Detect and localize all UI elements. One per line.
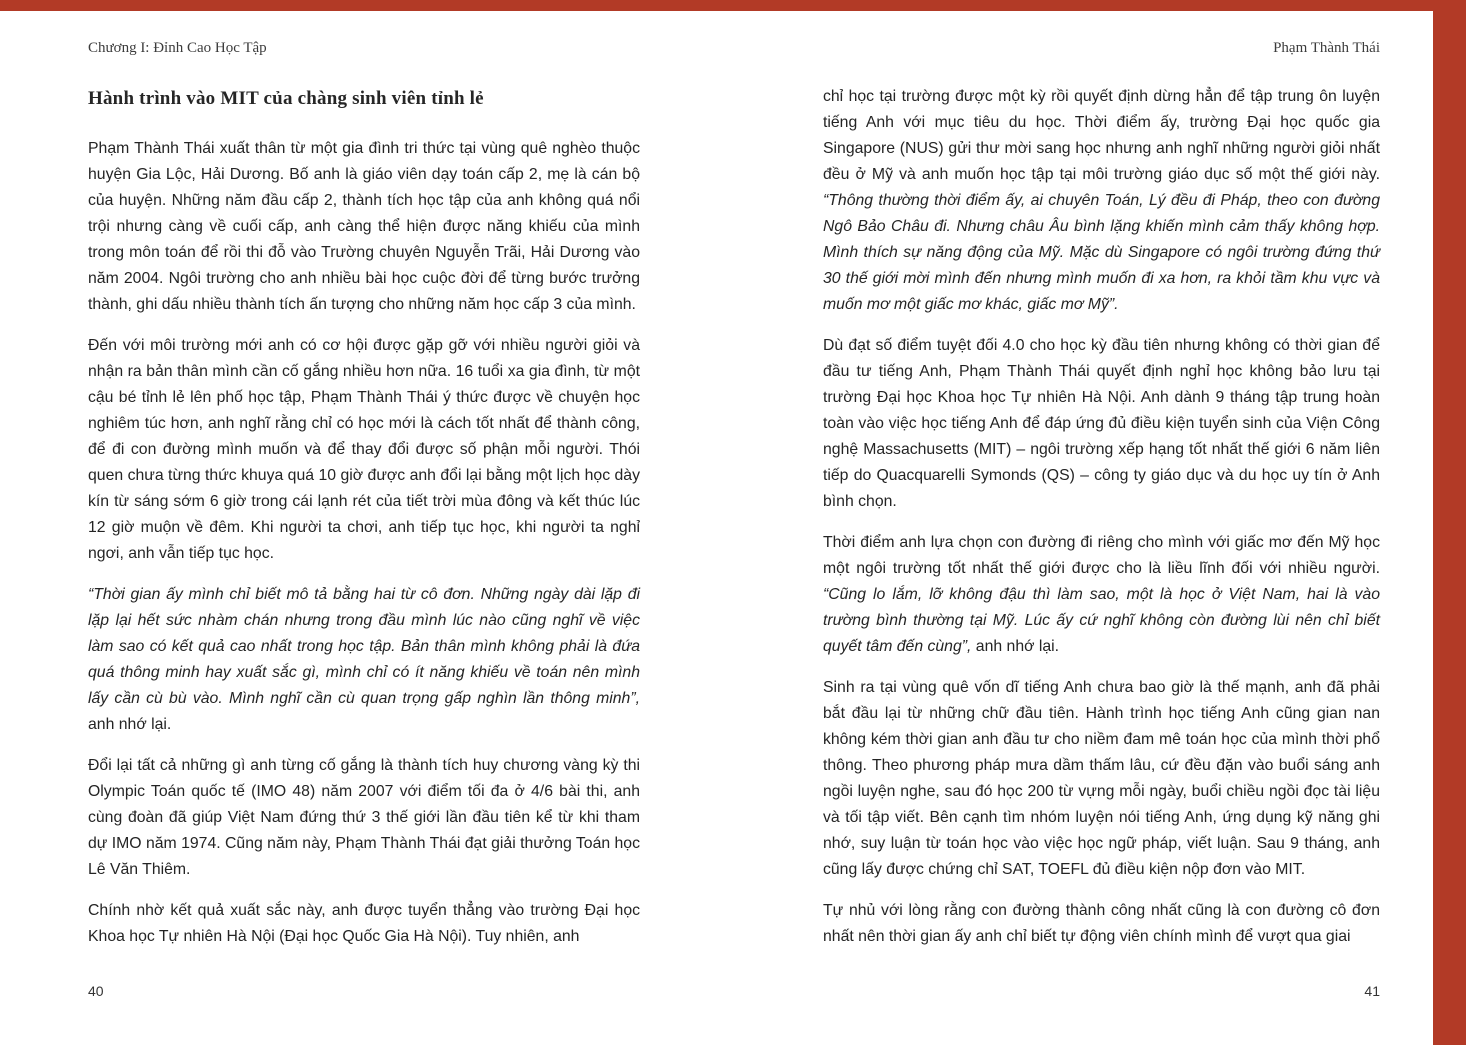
text-run: anh nhớ lại. bbox=[88, 716, 172, 733]
paragraph bbox=[823, 84, 1380, 318]
text-run: Thời điểm anh lựa chọn con đường đi riêng cho mình với giấc mơ đến Mỹ học một ngôi trường tốt nhất thế giới được cho là liều lĩnh đối với nhiều người. bbox=[823, 534, 1380, 577]
paragraph bbox=[823, 898, 1380, 950]
paragraph bbox=[88, 136, 640, 318]
body-text-right bbox=[823, 84, 1380, 950]
text-run: Chính nhờ kết quả xuất sắc này, anh được tuyển thẳng vào trường Đại học Khoa học Tự nhiên Hà Nội (Đại học Quốc Gia Hà Nội). Tuy nhiên, anh bbox=[88, 902, 640, 945]
page-number-right: 41 bbox=[1364, 983, 1380, 999]
text-run: Dù đạt số điểm tuyệt đối 4.0 cho học kỳ đầu tiên nhưng không có thời gian để đầu tư tiếng Anh, Phạm Thành Thái quyết định nghỉ học không bảo lưu tại trường Đại học Khoa học Tự nhiên Hà Nội. Anh dành 9 tháng tập trung hoàn toàn vào việc học tiếng Anh để đáp ứng đủ điều kiện tuyển sinh của Viện Công nghệ Massachusetts (MIT) – ngôi trường xếp hạng tốt nhất thế giới 6 năm liên tiếp do Quacquarelli Symonds (QS) – công ty giáo dục và du học uy tín ở Anh bình chọn. bbox=[823, 337, 1380, 510]
right-accent-bar bbox=[1433, 0, 1466, 1045]
section-title: Hành trình vào MIT của chàng sinh viên tỉnh lẻ bbox=[88, 88, 484, 109]
quote-text-run: “Cũng lo lắm, lỡ không đậu thì làm sao, một là học ở Việt Nam, hai là vào trường bình thường tại Mỹ. Lúc ấy cứ nghĩ không còn đường lùi nên chỉ biết quyết tâm đến cùng”, bbox=[823, 586, 1380, 655]
text-run: anh nhớ lại. bbox=[971, 638, 1060, 655]
paragraph bbox=[823, 333, 1380, 515]
running-header-author: Phạm Thành Thái bbox=[1273, 40, 1380, 56]
body-text-left bbox=[88, 136, 640, 950]
paragraph bbox=[823, 675, 1380, 883]
top-accent-bar bbox=[0, 0, 1466, 11]
text-run: Phạm Thành Thái xuất thân từ một gia đình tri thức tại vùng quê nghèo thuộc huyện Gia Lộc, Hải Dương. Bố anh là giáo viên dạy toán cấp 2, mẹ là cán bộ của huyện. Những năm đầu cấp 2, thành tích học tập của anh không quá nổi trội nhưng càng về cuối cấp, anh càng thể hiện được năng khiếu của mình trong môn toán để rồi thi đỗ vào Trường chuyên Nguyễn Trãi, Hải Dương vào năm 2004. Ngôi trường cho anh nhiều bài học cuộc đời để từng bước trưởng thành, ghi dấu nhiều thành tích ấn tượng cho những năm học cấp 3 của mình. bbox=[88, 140, 640, 313]
text-run: Sinh ra tại vùng quê vốn dĩ tiếng Anh chưa bao giờ là thế mạnh, anh đã phải bắt đầu lại từ những chữ đầu tiên. Hành trình học tiếng Anh cũng gian nan không kém thời gian anh đầu tư cho niềm đam mê toán học của mình thời phổ thông. Theo phương pháp mưa dầm thấm lâu, cứ đều đặn vào buổi sáng anh ngồi luyện nghe, sau đó học 200 từ vựng mỗi ngày, buổi chiều ngồi đọc tài liệu và tối tập viết. Bên cạnh tìm nhóm luyện nói tiếng Anh, ứng dụng kỹ năng ghi nhớ, suy luận từ toán học vào việc học ngữ pháp, viết luận. Sau 9 tháng, anh cũng lấy được chứng chỉ SAT, TOEFL đủ điều kiện nộp đơn vào MIT. bbox=[823, 679, 1380, 878]
paragraph bbox=[823, 530, 1380, 660]
text-run: Đổi lại tất cả những gì anh từng cố gắng là thành tích huy chương vàng kỳ thi Olympic Toán quốc tế (IMO 48) năm 2007 với điểm tối đa ở 4/6 bài thi, anh cùng đoàn đã giúp Việt Nam đứng thứ 3 thế giới lần đầu tiên kể từ khi tham dự IMO năm 1974. Cũng năm này, Phạm Thành Thái đạt giải thưởng Toán học Lê Văn Thiêm. bbox=[88, 757, 640, 878]
text-run: chỉ học tại trường được một kỳ rồi quyết định dừng hẳn để tập trung ôn luyện tiếng Anh với mục tiêu du học. Thời điểm ấy, trường Đại học quốc gia Singapore (NUS) gửi thư mời sang học nhưng anh nghĩ những người giỏi nhất đều ở Mỹ và anh muốn học tập tại môi trường giáo dục số một thế giới này. bbox=[823, 88, 1380, 183]
page-right-content bbox=[823, 0, 1380, 950]
page-right bbox=[733, 0, 1466, 1045]
paragraph bbox=[88, 753, 640, 883]
paragraph bbox=[88, 582, 640, 738]
quote-text-run: “Thông thường thời điểm ấy, ai chuyên Toán, Lý đều đi Pháp, theo con đường Ngô Bảo Châu đi. Nhưng châu Âu bình lặng khiến mình cảm thấy không hợp. Mình thích sự năng động của Mỹ. Mặc dù Singapore có ngôi trường đứng thứ 30 thế giới mời mình đến nhưng mình muốn đi xa hơn, ra khỏi tầm khu vực và muốn mơ một giấc mơ khác, giấc mơ Mỹ”. bbox=[823, 192, 1380, 313]
text-run: Đến với môi trường mới anh có cơ hội được gặp gỡ với nhiều người giỏi và nhận ra bản thân mình cần cố gắng nhiều hơn nữa. 16 tuổi xa gia đình, từ một cậu bé tỉnh lẻ lên phố học tập, Phạm Thành Thái ý thức được về chuyện học nghiêm túc hơn, anh nghĩ rằng chỉ có học mới là cách tốt nhất để thành công, để đi con đường mình muốn và để thay đổi được số phận mỗi người. Thói quen chưa từng thức khuya quá 10 giờ được anh đổi lại bằng một lịch học dày kín từ sáng sớm 6 giờ trong cái lạnh rét của tiết trời mùa đông và kết thúc lúc 12 giờ muộn về đêm. Khi người ta chơi, anh tiếp tục học, khi người ta nghỉ ngơi, anh vẫn tiếp tục học. bbox=[88, 337, 640, 562]
page-left-content bbox=[88, 0, 640, 950]
page-number-left: 40 bbox=[88, 983, 104, 999]
running-header-chapter: Chương I: Đỉnh Cao Học Tập bbox=[88, 40, 267, 56]
paragraph bbox=[88, 333, 640, 567]
paragraph bbox=[88, 898, 640, 950]
text-run: Tự nhủ với lòng rằng con đường thành công nhất cũng là con đường cô đơn nhất nên thời gian ấy anh chỉ biết tự động viên chính mình để vượt qua giai bbox=[823, 902, 1380, 945]
quote-text-run: “Thời gian ấy mình chỉ biết mô tả bằng hai từ cô đơn. Những ngày dài lặp đi lặp lại hết sức nhàm chán nhưng trong đầu mình lúc nào cũng nghĩ về việc làm sao có kết quả cao nhất trong học tập. Bản thân mình không phải là đứa quá thông minh hay xuất sắc gì, mình chỉ có ít năng khiếu về toán nên mình lấy cần cù bù vào. Mình nghĩ cần cù quan trọng gấp nghìn lần thông minh”, bbox=[88, 586, 640, 707]
